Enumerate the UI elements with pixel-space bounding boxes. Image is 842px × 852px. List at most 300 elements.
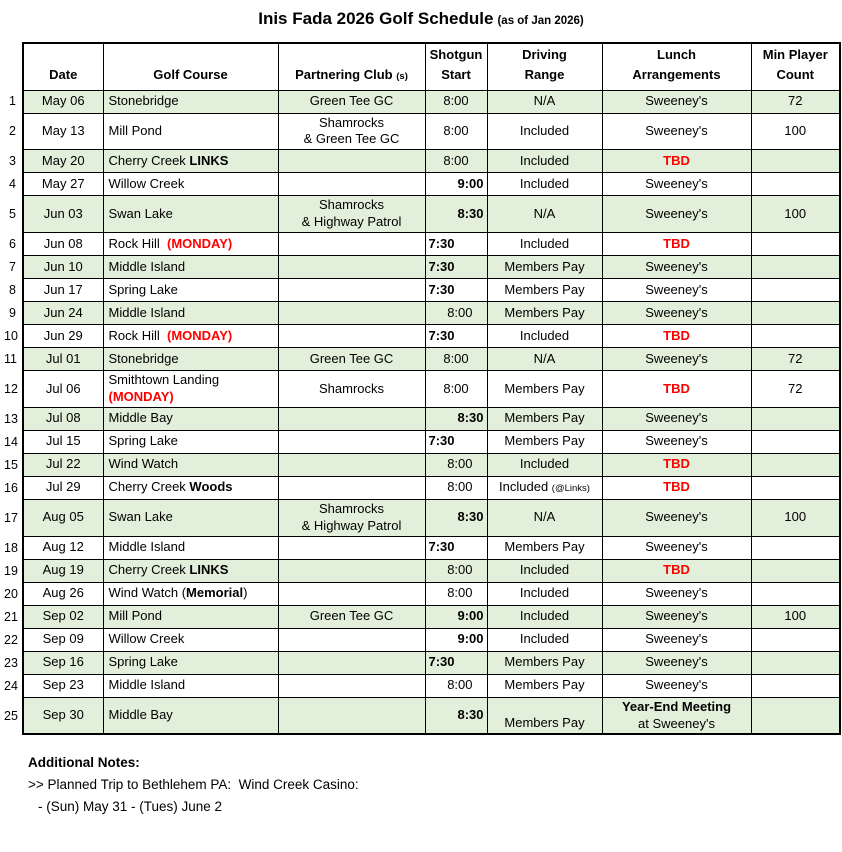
- cell-date: Sep 02: [23, 605, 103, 628]
- cell-partnering-club: [278, 233, 425, 256]
- cell-partnering-club: [278, 499, 425, 536]
- cell-golf-course: [103, 113, 278, 150]
- cell-golf-course: [103, 233, 278, 256]
- cell-shotgun-start: 8:00: [425, 302, 487, 325]
- title-main: Inis Fada 2026 Golf Schedule: [258, 9, 494, 28]
- table-row: [1, 407, 840, 430]
- cell-text: (MONDAY): [167, 235, 233, 251]
- cell-text: Sweeney's: [645, 350, 708, 366]
- cell-shotgun-start: 8:00: [425, 113, 487, 150]
- cell-text: at Sweeney's: [638, 715, 715, 731]
- cell-golf-course: [103, 559, 278, 582]
- cell-text: TBD: [663, 327, 690, 343]
- cell-text: Included: [519, 235, 570, 251]
- cell-date: Jul 08: [23, 407, 103, 430]
- header-label: Partnering Club: [295, 67, 393, 83]
- cell-lunch-arrangements: [602, 256, 751, 279]
- header-label: Golf Course: [153, 67, 228, 83]
- table-row: [1, 605, 840, 628]
- cell-lunch-arrangements: [602, 407, 751, 430]
- header-label: Start: [441, 67, 471, 83]
- cell-text: (MONDAY): [167, 327, 233, 343]
- cell-shotgun-start: 7:30: [425, 279, 487, 302]
- cell-partnering-club: [278, 256, 425, 279]
- cell-partnering-club: [278, 196, 425, 233]
- cell-driving-range: [487, 150, 602, 173]
- table-row: [1, 499, 840, 536]
- cell-partnering-club: [278, 302, 425, 325]
- row-number: 3: [1, 150, 23, 173]
- cell-shotgun-start: 8:00: [425, 476, 487, 499]
- cell-driving-range: [487, 90, 602, 113]
- cell-text: Spring Lake: [108, 654, 178, 670]
- header-row: [1, 43, 840, 90]
- cell-golf-course: [103, 325, 278, 348]
- cell-golf-course: [103, 371, 278, 408]
- cell-date: Jul 29: [23, 476, 103, 499]
- table-row: [1, 371, 840, 408]
- cell-date: Jun 29: [23, 325, 103, 348]
- cell-golf-course: [103, 279, 278, 302]
- row-number: 14: [1, 430, 23, 453]
- cell-golf-course: [103, 476, 278, 499]
- cell-date: Aug 19: [23, 559, 103, 582]
- cell-text: Spring Lake: [108, 281, 178, 297]
- cell-text: Members Pay: [504, 714, 585, 730]
- header-label: Lunch: [657, 47, 696, 63]
- cell-shotgun-start: 7:30: [425, 651, 487, 674]
- cell-text: Included: [519, 122, 570, 138]
- table-row: [1, 150, 840, 173]
- cell-text: Shamrocks: [318, 197, 385, 213]
- col-header-driving-range: [487, 43, 602, 90]
- cell-text: Willow Creek: [108, 175, 185, 191]
- cell-golf-course: [103, 150, 278, 173]
- cell-text: TBD: [663, 562, 690, 578]
- cell-driving-range: [487, 628, 602, 651]
- cell-shotgun-start: 7:30: [425, 536, 487, 559]
- cell-min-player-count: [751, 674, 840, 697]
- cell-lunch-arrangements: [602, 90, 751, 113]
- cell-lunch-arrangements: [602, 348, 751, 371]
- cell-date: Jun 10: [23, 256, 103, 279]
- row-number: 9: [1, 302, 23, 325]
- cell-text: Stonebridge: [108, 350, 179, 366]
- page-title: [0, 0, 842, 29]
- cell-text: Cherry Creek: [108, 152, 190, 168]
- header-label: Arrangements: [632, 67, 721, 83]
- cell-min-player-count: [751, 407, 840, 430]
- cell-shotgun-start: 9:00: [425, 173, 487, 196]
- row-number-gutter: [1, 43, 23, 90]
- cell-driving-range: [487, 697, 602, 734]
- cell-shotgun-start: 8:00: [425, 371, 487, 408]
- cell-text: Included: [519, 327, 570, 343]
- row-number: 1: [1, 90, 23, 113]
- table-row: [1, 651, 840, 674]
- cell-shotgun-start: 8:00: [425, 559, 487, 582]
- cell-driving-range: [487, 279, 602, 302]
- row-number: 18: [1, 536, 23, 559]
- cell-min-player-count: [751, 559, 840, 582]
- cell-driving-range: [487, 256, 602, 279]
- cell-text: N/A: [533, 205, 556, 221]
- cell-shotgun-start: 8:30: [425, 407, 487, 430]
- cell-lunch-arrangements: [602, 279, 751, 302]
- row-number: 19: [1, 559, 23, 582]
- header-label: Min Player: [762, 47, 828, 63]
- table-row: [1, 279, 840, 302]
- cell-date: May 13: [23, 113, 103, 150]
- col-header-golf-course: [103, 43, 278, 90]
- cell-text: (@Links): [551, 483, 590, 495]
- cell-text: Shamrocks: [318, 500, 385, 516]
- row-number: 10: [1, 325, 23, 348]
- cell-text: Willow Creek: [108, 631, 185, 647]
- cell-partnering-club: [278, 582, 425, 605]
- cell-text: Cherry Creek: [108, 562, 190, 578]
- cell-partnering-club: [278, 150, 425, 173]
- cell-lunch-arrangements: [602, 499, 751, 536]
- cell-text: Sweeney's: [645, 122, 708, 138]
- table-row: [1, 536, 840, 559]
- cell-driving-range: [487, 674, 602, 697]
- cell-text: Shamrocks: [318, 380, 385, 396]
- cell-text: Middle Bay: [108, 707, 173, 723]
- cell-driving-range: [487, 348, 602, 371]
- header-label: Range: [524, 67, 565, 83]
- header-label: Count: [776, 67, 815, 83]
- cell-text: Sweeney's: [645, 608, 708, 624]
- table-row: [1, 430, 840, 453]
- cell-partnering-club: [278, 430, 425, 453]
- cell-text: TBD: [663, 152, 690, 168]
- cell-golf-course: [103, 499, 278, 536]
- cell-partnering-club: [278, 476, 425, 499]
- cell-golf-course: [103, 173, 278, 196]
- row-number: 22: [1, 628, 23, 651]
- cell-partnering-club: [278, 628, 425, 651]
- cell-text: Swan Lake: [108, 509, 173, 525]
- cell-date: Jun 03: [23, 196, 103, 233]
- cell-shotgun-start: 7:30: [425, 325, 487, 348]
- cell-text: Rock Hill: [108, 327, 168, 343]
- row-number: 21: [1, 605, 23, 628]
- cell-date: Sep 23: [23, 674, 103, 697]
- cell-text: LINKS: [189, 152, 229, 168]
- cell-lunch-arrangements: [602, 173, 751, 196]
- cell-text: & Green Tee GC: [303, 131, 400, 147]
- cell-date: May 27: [23, 173, 103, 196]
- cell-shotgun-start: 9:00: [425, 628, 487, 651]
- cell-driving-range: [487, 325, 602, 348]
- cell-text: Members Pay: [504, 281, 585, 297]
- header-label-suffix: (s): [396, 71, 408, 83]
- cell-golf-course: [103, 697, 278, 734]
- cell-lunch-arrangements: [602, 582, 751, 605]
- cell-date: Jun 17: [23, 279, 103, 302]
- cell-text: Sweeney's: [645, 654, 708, 670]
- cell-shotgun-start: 7:30: [425, 256, 487, 279]
- cell-min-player-count: [751, 476, 840, 499]
- cell-text: N/A: [533, 509, 556, 525]
- cell-partnering-club: [278, 113, 425, 150]
- cell-min-player-count: [751, 628, 840, 651]
- row-number: 2: [1, 113, 23, 150]
- table-row: [1, 302, 840, 325]
- cell-partnering-club: [278, 674, 425, 697]
- cell-driving-range: [487, 536, 602, 559]
- cell-driving-range: [487, 605, 602, 628]
- cell-min-player-count: [751, 150, 840, 173]
- col-header-lunch-arrangements: [602, 43, 751, 90]
- cell-partnering-club: [278, 371, 425, 408]
- cell-text: Members Pay: [504, 304, 585, 320]
- cell-text: Members Pay: [504, 410, 585, 426]
- cell-min-player-count: [751, 651, 840, 674]
- col-header-date: [23, 43, 103, 90]
- cell-lunch-arrangements: [602, 233, 751, 256]
- cell-driving-range: [487, 302, 602, 325]
- cell-min-player-count: 100: [751, 113, 840, 150]
- cell-golf-course: [103, 536, 278, 559]
- cell-text: Shamrocks: [318, 114, 385, 130]
- cell-text: Members Pay: [504, 654, 585, 670]
- table-row: [1, 233, 840, 256]
- cell-text: TBD: [663, 479, 690, 495]
- row-number: 16: [1, 476, 23, 499]
- cell-text: Memorial: [186, 585, 244, 601]
- cell-lunch-arrangements: [602, 476, 751, 499]
- cell-text: Included: [519, 631, 570, 647]
- cell-partnering-club: [278, 90, 425, 113]
- cell-lunch-arrangements: [602, 697, 751, 734]
- cell-text: Included: [519, 562, 570, 578]
- header-label: Shotgun: [429, 47, 483, 63]
- cell-text: Included: [519, 608, 570, 624]
- notes-dates-line: - (Sun) May 31 - (Tues) June 2: [38, 799, 223, 815]
- cell-text: Middle Island: [108, 539, 186, 555]
- cell-driving-range: [487, 407, 602, 430]
- row-number: 17: [1, 499, 23, 536]
- cell-min-player-count: 72: [751, 348, 840, 371]
- cell-text: Included: [499, 479, 552, 495]
- cell-text: Sweeney's: [645, 509, 708, 525]
- cell-shotgun-start: 7:30: [425, 430, 487, 453]
- row-number: 7: [1, 256, 23, 279]
- cell-partnering-club: [278, 407, 425, 430]
- row-number: 4: [1, 173, 23, 196]
- row-number: 15: [1, 453, 23, 476]
- row-number: 24: [1, 674, 23, 697]
- cell-text: Wind Watch: [108, 456, 179, 472]
- cell-text: N/A: [533, 350, 556, 366]
- cell-date: Sep 09: [23, 628, 103, 651]
- table-row: [1, 256, 840, 279]
- cell-golf-course: [103, 605, 278, 628]
- cell-text: Woods: [189, 479, 233, 495]
- cell-shotgun-start: 8:00: [425, 90, 487, 113]
- cell-min-player-count: [751, 302, 840, 325]
- cell-shotgun-start: 8:30: [425, 697, 487, 734]
- cell-golf-course: [103, 302, 278, 325]
- cell-text: Mill Pond: [108, 122, 162, 138]
- table-row: [1, 674, 840, 697]
- cell-min-player-count: 72: [751, 90, 840, 113]
- cell-text: Sweeney's: [645, 433, 708, 449]
- cell-driving-range: [487, 430, 602, 453]
- cell-golf-course: [103, 628, 278, 651]
- cell-text: Green Tee GC: [309, 608, 394, 624]
- cell-golf-course: [103, 256, 278, 279]
- cell-text: & Highway Patrol: [301, 214, 402, 230]
- cell-golf-course: [103, 196, 278, 233]
- cell-min-player-count: [751, 697, 840, 734]
- table-row: [1, 90, 840, 113]
- cell-min-player-count: 72: [751, 371, 840, 408]
- cell-driving-range: [487, 113, 602, 150]
- cell-min-player-count: [751, 256, 840, 279]
- cell-min-player-count: [751, 582, 840, 605]
- table-row: [1, 582, 840, 605]
- notes-title: Additional Notes:: [28, 755, 140, 771]
- cell-text: Members Pay: [504, 380, 585, 396]
- cell-driving-range: [487, 173, 602, 196]
- cell-golf-course: [103, 582, 278, 605]
- cell-partnering-club: [278, 559, 425, 582]
- cell-lunch-arrangements: [602, 651, 751, 674]
- golf-schedule-table: [1, 42, 841, 735]
- cell-driving-range: [487, 476, 602, 499]
- cell-text: LINKS: [189, 562, 229, 578]
- notes-trip-line: >> Planned Trip to Bethlehem PA: Wind Creek Casino:: [28, 777, 359, 793]
- cell-text: Middle Bay: [108, 410, 173, 426]
- cell-text: & Highway Patrol: [301, 517, 402, 533]
- cell-golf-course: [103, 407, 278, 430]
- row-number: 12: [1, 371, 23, 408]
- row-number: 25: [1, 697, 23, 734]
- row-number: 20: [1, 582, 23, 605]
- cell-text: Sweeney's: [645, 585, 708, 601]
- cell-text: Sweeney's: [645, 205, 708, 221]
- cell-text: Spring Lake: [108, 433, 178, 449]
- cell-min-player-count: [751, 325, 840, 348]
- cell-partnering-club: [278, 697, 425, 734]
- cell-text: Green Tee GC: [309, 350, 394, 366]
- cell-lunch-arrangements: [602, 430, 751, 453]
- cell-date: Jul 15: [23, 430, 103, 453]
- cell-text: Included: [519, 152, 570, 168]
- table-row: [1, 325, 840, 348]
- cell-partnering-club: [278, 453, 425, 476]
- cell-partnering-club: [278, 536, 425, 559]
- cell-text: Sweeney's: [645, 539, 708, 555]
- cell-date: Aug 05: [23, 499, 103, 536]
- table-row: [1, 348, 840, 371]
- cell-text: Members Pay: [504, 539, 585, 555]
- row-number: 8: [1, 279, 23, 302]
- cell-partnering-club: [278, 325, 425, 348]
- row-number: 13: [1, 407, 23, 430]
- additional-notes: [28, 755, 842, 814]
- cell-text: Middle Island: [108, 677, 186, 693]
- cell-lunch-arrangements: [602, 605, 751, 628]
- cell-text: (MONDAY): [108, 388, 174, 404]
- cell-lunch-arrangements: [602, 559, 751, 582]
- cell-min-player-count: [751, 173, 840, 196]
- cell-partnering-club: [278, 605, 425, 628]
- cell-driving-range: [487, 559, 602, 582]
- cell-shotgun-start: 8:00: [425, 348, 487, 371]
- cell-min-player-count: [751, 233, 840, 256]
- cell-text: Year-End Meeting: [621, 698, 732, 714]
- cell-golf-course: [103, 453, 278, 476]
- col-header-partnering-club: [278, 43, 425, 90]
- cell-text: N/A: [533, 93, 556, 109]
- table-row: [1, 697, 840, 734]
- cell-text: Sweeney's: [645, 258, 708, 274]
- cell-golf-course: [103, 348, 278, 371]
- cell-text: Rock Hill: [108, 235, 168, 251]
- cell-driving-range: [487, 196, 602, 233]
- cell-text: TBD: [663, 235, 690, 251]
- cell-driving-range: [487, 499, 602, 536]
- cell-text: Middle Island: [108, 258, 186, 274]
- cell-shotgun-start: 8:00: [425, 674, 487, 697]
- col-header-min-player-count: [751, 43, 840, 90]
- cell-shotgun-start: 8:30: [425, 196, 487, 233]
- cell-min-player-count: 100: [751, 605, 840, 628]
- table-row: [1, 476, 840, 499]
- cell-min-player-count: 100: [751, 196, 840, 233]
- cell-shotgun-start: 8:00: [425, 582, 487, 605]
- cell-lunch-arrangements: [602, 371, 751, 408]
- cell-text: Wind Watch (: [108, 585, 187, 601]
- cell-partnering-club: [278, 348, 425, 371]
- col-header-shotgun-start: [425, 43, 487, 90]
- cell-lunch-arrangements: [602, 196, 751, 233]
- table-row: [1, 559, 840, 582]
- cell-text: Sweeney's: [645, 304, 708, 320]
- row-number: 6: [1, 233, 23, 256]
- table-header: [1, 43, 840, 90]
- cell-date: May 06: [23, 90, 103, 113]
- cell-golf-course: [103, 430, 278, 453]
- cell-text: Middle Island: [108, 304, 186, 320]
- cell-shotgun-start: 8:00: [425, 453, 487, 476]
- cell-driving-range: [487, 453, 602, 476]
- cell-partnering-club: [278, 173, 425, 196]
- title-suffix: (as of Jan 2026): [497, 15, 584, 27]
- cell-text: Included: [519, 175, 570, 191]
- table-row: [1, 173, 840, 196]
- table-row: [1, 453, 840, 476]
- cell-date: Jul 06: [23, 371, 103, 408]
- cell-text: Members Pay: [504, 258, 585, 274]
- cell-date: Aug 12: [23, 536, 103, 559]
- table-row: [1, 196, 840, 233]
- cell-text: Sweeney's: [645, 677, 708, 693]
- cell-text: Mill Pond: [108, 608, 162, 624]
- cell-text: Green Tee GC: [309, 93, 394, 109]
- cell-partnering-club: [278, 279, 425, 302]
- cell-driving-range: [487, 582, 602, 605]
- cell-text: Cherry Creek: [108, 479, 190, 495]
- cell-shotgun-start: 9:00: [425, 605, 487, 628]
- cell-text: Stonebridge: [108, 93, 179, 109]
- row-number: 23: [1, 651, 23, 674]
- cell-shotgun-start: 8:30: [425, 499, 487, 536]
